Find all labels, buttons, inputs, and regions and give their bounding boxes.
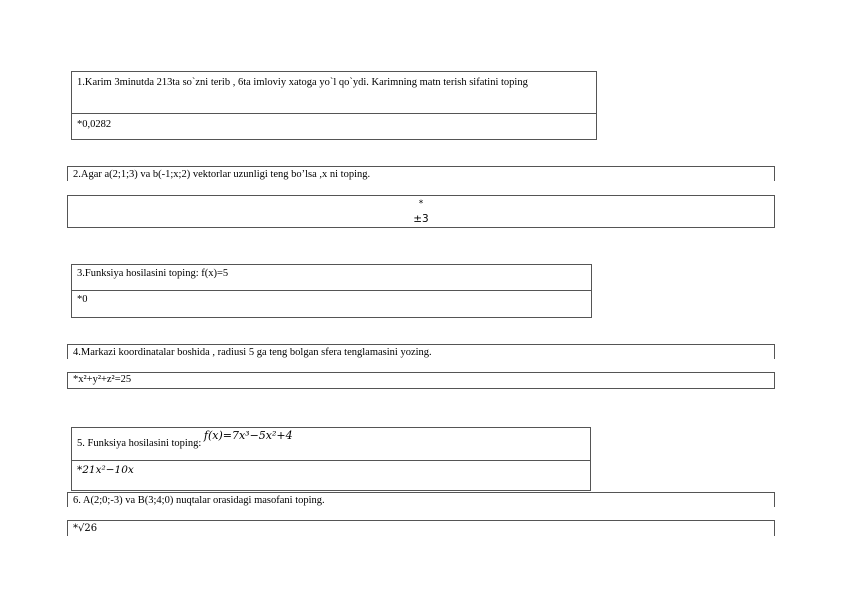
question-6-answer-right-border [774, 520, 775, 536]
question-4-answer: *x²+y²+z²=25 [73, 374, 132, 385]
question-2-top-border [67, 166, 775, 167]
question-4-answer-box [67, 372, 775, 389]
question-6-text: 6. A(2;0;-3) va B(3;4;0) nuqtalar orasidagi masofani toping. [73, 495, 325, 506]
question-1-answer: *0,0282 [77, 119, 112, 130]
question-5-formula: f(x)=7x³−5x²+4 [203, 429, 293, 442]
question-1-divider [71, 113, 597, 114]
question-3-answer: *0 [77, 294, 88, 305]
question-4-top-border [67, 344, 775, 345]
question-1-text: 1.Karim 3minutda 213ta so`zni terib , 6ta imloviy xatoga yo`l qo`ydi. Karimning matn terish sifatini toping [77, 77, 528, 88]
question-5-text [71, 429, 586, 449]
question-2-right-border [774, 166, 775, 181]
question-6-top-border [67, 492, 775, 493]
question-6-right-border [774, 492, 775, 507]
question-2-answer: ±3 [413, 213, 429, 225]
question-4-right-border [774, 344, 775, 359]
question-5-label: 5. Funksiya hosilasini toping: [77, 438, 202, 449]
question-6-answer: *√26 [73, 523, 98, 534]
question-2-answer-mark: * [418, 199, 424, 209]
question-2-text: 2.Agar a(2;1;3) va b(-1;x;2) vektorlar uzunligi teng bo’lsa ,x ni toping. [73, 169, 371, 180]
question-4-text: 4.Markazi koordinatalar boshida , radiusi 5 ga teng bolgan sfera tenglamasini yozing. [73, 347, 432, 358]
question-3-divider [71, 290, 592, 291]
question-5-answer: *21x²−10x [77, 464, 134, 476]
question-6-answer-top-border [67, 520, 775, 521]
question-5-divider [71, 460, 591, 461]
question-3-text: 3.Funksiya hosilasini toping: f(x)=5 [77, 268, 229, 279]
